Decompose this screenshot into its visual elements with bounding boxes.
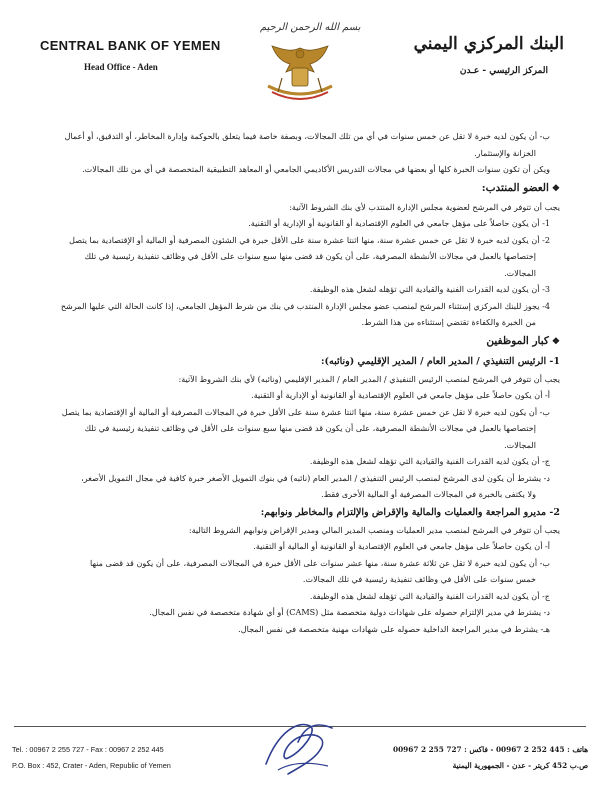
list-item: ب- أن يكون لديه خبرة لا تقل عن خمس عشرة سنة، منها اثنتا عشرة سنة على الأقل خبرة في المجالات المصرفية أو المالية أو الإقتصادية بما يتصل bbox=[61, 406, 550, 417]
list-item-continued: من الخبرة والكفاءة تقتضي إستثناءه من هذا الشرط. bbox=[361, 317, 536, 327]
list-item: ب- أن يكون لديه خبرة لا تقل عن ثلاثة عشرة سنة، منها عشر سنوات على الأقل خبرة في المجالات المصرفية، على أن يكون قد قضى منها bbox=[90, 557, 550, 568]
list-item-continued: المجالات. bbox=[504, 267, 536, 278]
list-item-continued: ولا يكتفى بالخبرة في المجالات المصرفية أو المالية الأخرى فقط. bbox=[321, 489, 536, 499]
list-item: 3- أن يكون لديه القدرات الفنية والقيادية التي تؤهله لشغل هذه الوظيفة. bbox=[309, 284, 550, 294]
bullet-diamond-icon: ❖ bbox=[551, 336, 560, 347]
bank-name-ar: البنك المركزي اليمني bbox=[413, 34, 564, 54]
list-item: د- يشترط أن يكون لدى المرشح لمنصب الرئيس التنفيذي / المدير العام (نائبه) في بنوك التمويل الأصغر خبرة كافية في مجال التمويل الأصغر، bbox=[81, 472, 550, 483]
office-ar: المركز الرئيسي - عـدن bbox=[459, 66, 548, 76]
paragraph-line: يجب أن تتوفر في المرشح لمنصب الرئيس التنفيذي / المدير العام / المدير الإقليمي (ونائبه) لأي بنك الشروط الآتية: bbox=[178, 373, 560, 384]
yemen-eagle-emblem-icon bbox=[262, 42, 338, 106]
list-item-continued: إختصاصها بالعمل في مجالات الأنشطة المصرفية، على أن يكون قد قضى منها سبع سنوات على الأقل في وظائف تنفيذية رئيسية في تلك bbox=[84, 423, 536, 433]
list-item: 1- أن يكون حاصلاً على مؤهل جامعي في العلوم الإقتصادية أو القانونية أو الإدارية أو التقنية. bbox=[248, 218, 550, 228]
list-item: هـ- يشترط في مدير المراجعة الداخلية حصوله على شهادات مهنية متخصصة في نفس المجال. bbox=[238, 623, 550, 634]
footer-pobox-ar: ص.ب 452 كريتر - عدن - الجمهورية اليمنية bbox=[452, 761, 588, 770]
list-item: د- يشترط في مدير الإلتزام حصوله على شهادات دولية متخصصة مثل (CAMS) أو أي شهادة متخصصة في نفس المجال. bbox=[149, 607, 550, 617]
list-item: أ- أن يكون حاصلاً على مؤهل جامعي في العلوم الإقتصادية أو القانونية أو المالية أو التقنية. bbox=[253, 541, 550, 551]
list-item-continued: إختصاصها بالعمل في مجالات الأنشطة المصرفية، على أن يكون قد قضى منها سبع سنوات على الأقل في وظائف تنفيذية رئيسية في تلك bbox=[84, 251, 536, 261]
footer-contact-ar bbox=[393, 742, 588, 774]
list-item: ج- أن يكون لديه القدرات الفنية والقيادية التي تؤهله لشغل هذه الوظيفة. bbox=[309, 456, 550, 466]
list-item: ج- أن يكون لديه القدرات الفنية والقيادية التي تؤهله لشغل هذه الوظيفة. bbox=[309, 590, 550, 601]
footer-pobox-en: P.O. Box : 452, Crater - Aden, Republic of Yemen bbox=[12, 761, 171, 770]
section-heading bbox=[40, 178, 560, 199]
footer-contact-en bbox=[12, 742, 171, 774]
list-item: 4- يجوز للبنك المركزي إستثناء المرشح لمنصب عضو مجلس الإدارة المنتدب في بنك من شرط المؤهل الجامعي، إذا كانت الحالة التي عليها المرشح bbox=[60, 300, 550, 311]
signature-icon bbox=[258, 712, 342, 782]
list-item-continued: المجالات. bbox=[504, 439, 536, 450]
section-heading-text: العضو المنتدب: bbox=[481, 181, 549, 194]
footer-tel-en: Tel. : 00967 2 255 727 - Fax : 00967 2 252 445 bbox=[12, 745, 164, 754]
section-heading-text: كبار الموظفين bbox=[486, 334, 549, 347]
bank-name-en: CENTRAL BANK OF YEMEN bbox=[40, 38, 221, 53]
section-heading bbox=[40, 331, 560, 352]
list-item: أ- أن يكون حاصلاً على مؤهل جامعي في العلوم الإقتصادية أو القانونية أو الإدارية أو التقنية. bbox=[251, 390, 550, 400]
paragraph-line: ويكن أن تكون سنوات الخبرة كلها أو بعضها في مجالات التدريس الأكاديمي الجامعي أو المعاهد التطبيقية المتخصصة في أي من تلك المجالات. bbox=[82, 164, 550, 174]
basmala: بسم الله الرحمن الرحيم bbox=[260, 22, 361, 33]
office-en: Head Office - Aden bbox=[84, 62, 158, 72]
bullet-diamond-icon: ❖ bbox=[551, 183, 560, 194]
subsection-heading: 2- مديرو المراجعة والعمليات والمالية والإقراض والإلتزام والمخاطر ونوابهم: bbox=[260, 506, 560, 518]
paragraph-line: يجب أن تتوفر في المرشح لعضوية مجلس الإدارة المنتدب لأي بنك الشروط الآتية: bbox=[289, 201, 560, 212]
paragraph-line: ب- أن يكون لديه خبرة لا تقل عن خمس سنوات في أي من تلك المجالات، وبصفة خاصة فيما يتعلق بالحوكمة وإدارة المخاطر، أو التدقيق، أو أعمال bbox=[64, 131, 550, 141]
letterhead bbox=[0, 0, 600, 120]
list-item-continued: خمس سنوات على الأقل في وظائف تنفيذية رئيسية في تلك المجالات. bbox=[302, 574, 536, 584]
list-item: 2- أن يكون لديه خبرة لا تقل عن خمس عشرة سنة، منها اثنتا عشرة سنة على الأقل خبرة في الشئون المصرفية أو المالية أو الإقتصادية بما يتصل bbox=[69, 234, 550, 245]
paragraph-line: يجب أن تتوفر في المرشح لمنصب مدير العمليات ومنصب المدير المالي ومدير الإقراض ونوابهم الشروط التالية: bbox=[188, 524, 560, 535]
paragraph-line: الخزانة والإستثمار. bbox=[474, 147, 536, 158]
footer-tel-ar: هاتف : 445 252 2 00967 - فاكس : 727 255 2 00967 bbox=[393, 745, 588, 754]
subsection-heading: 1- الرئيس التنفيذي / المدير العام / المدير الإقليمي (ونائبه): bbox=[321, 355, 560, 367]
document-body bbox=[40, 128, 560, 637]
